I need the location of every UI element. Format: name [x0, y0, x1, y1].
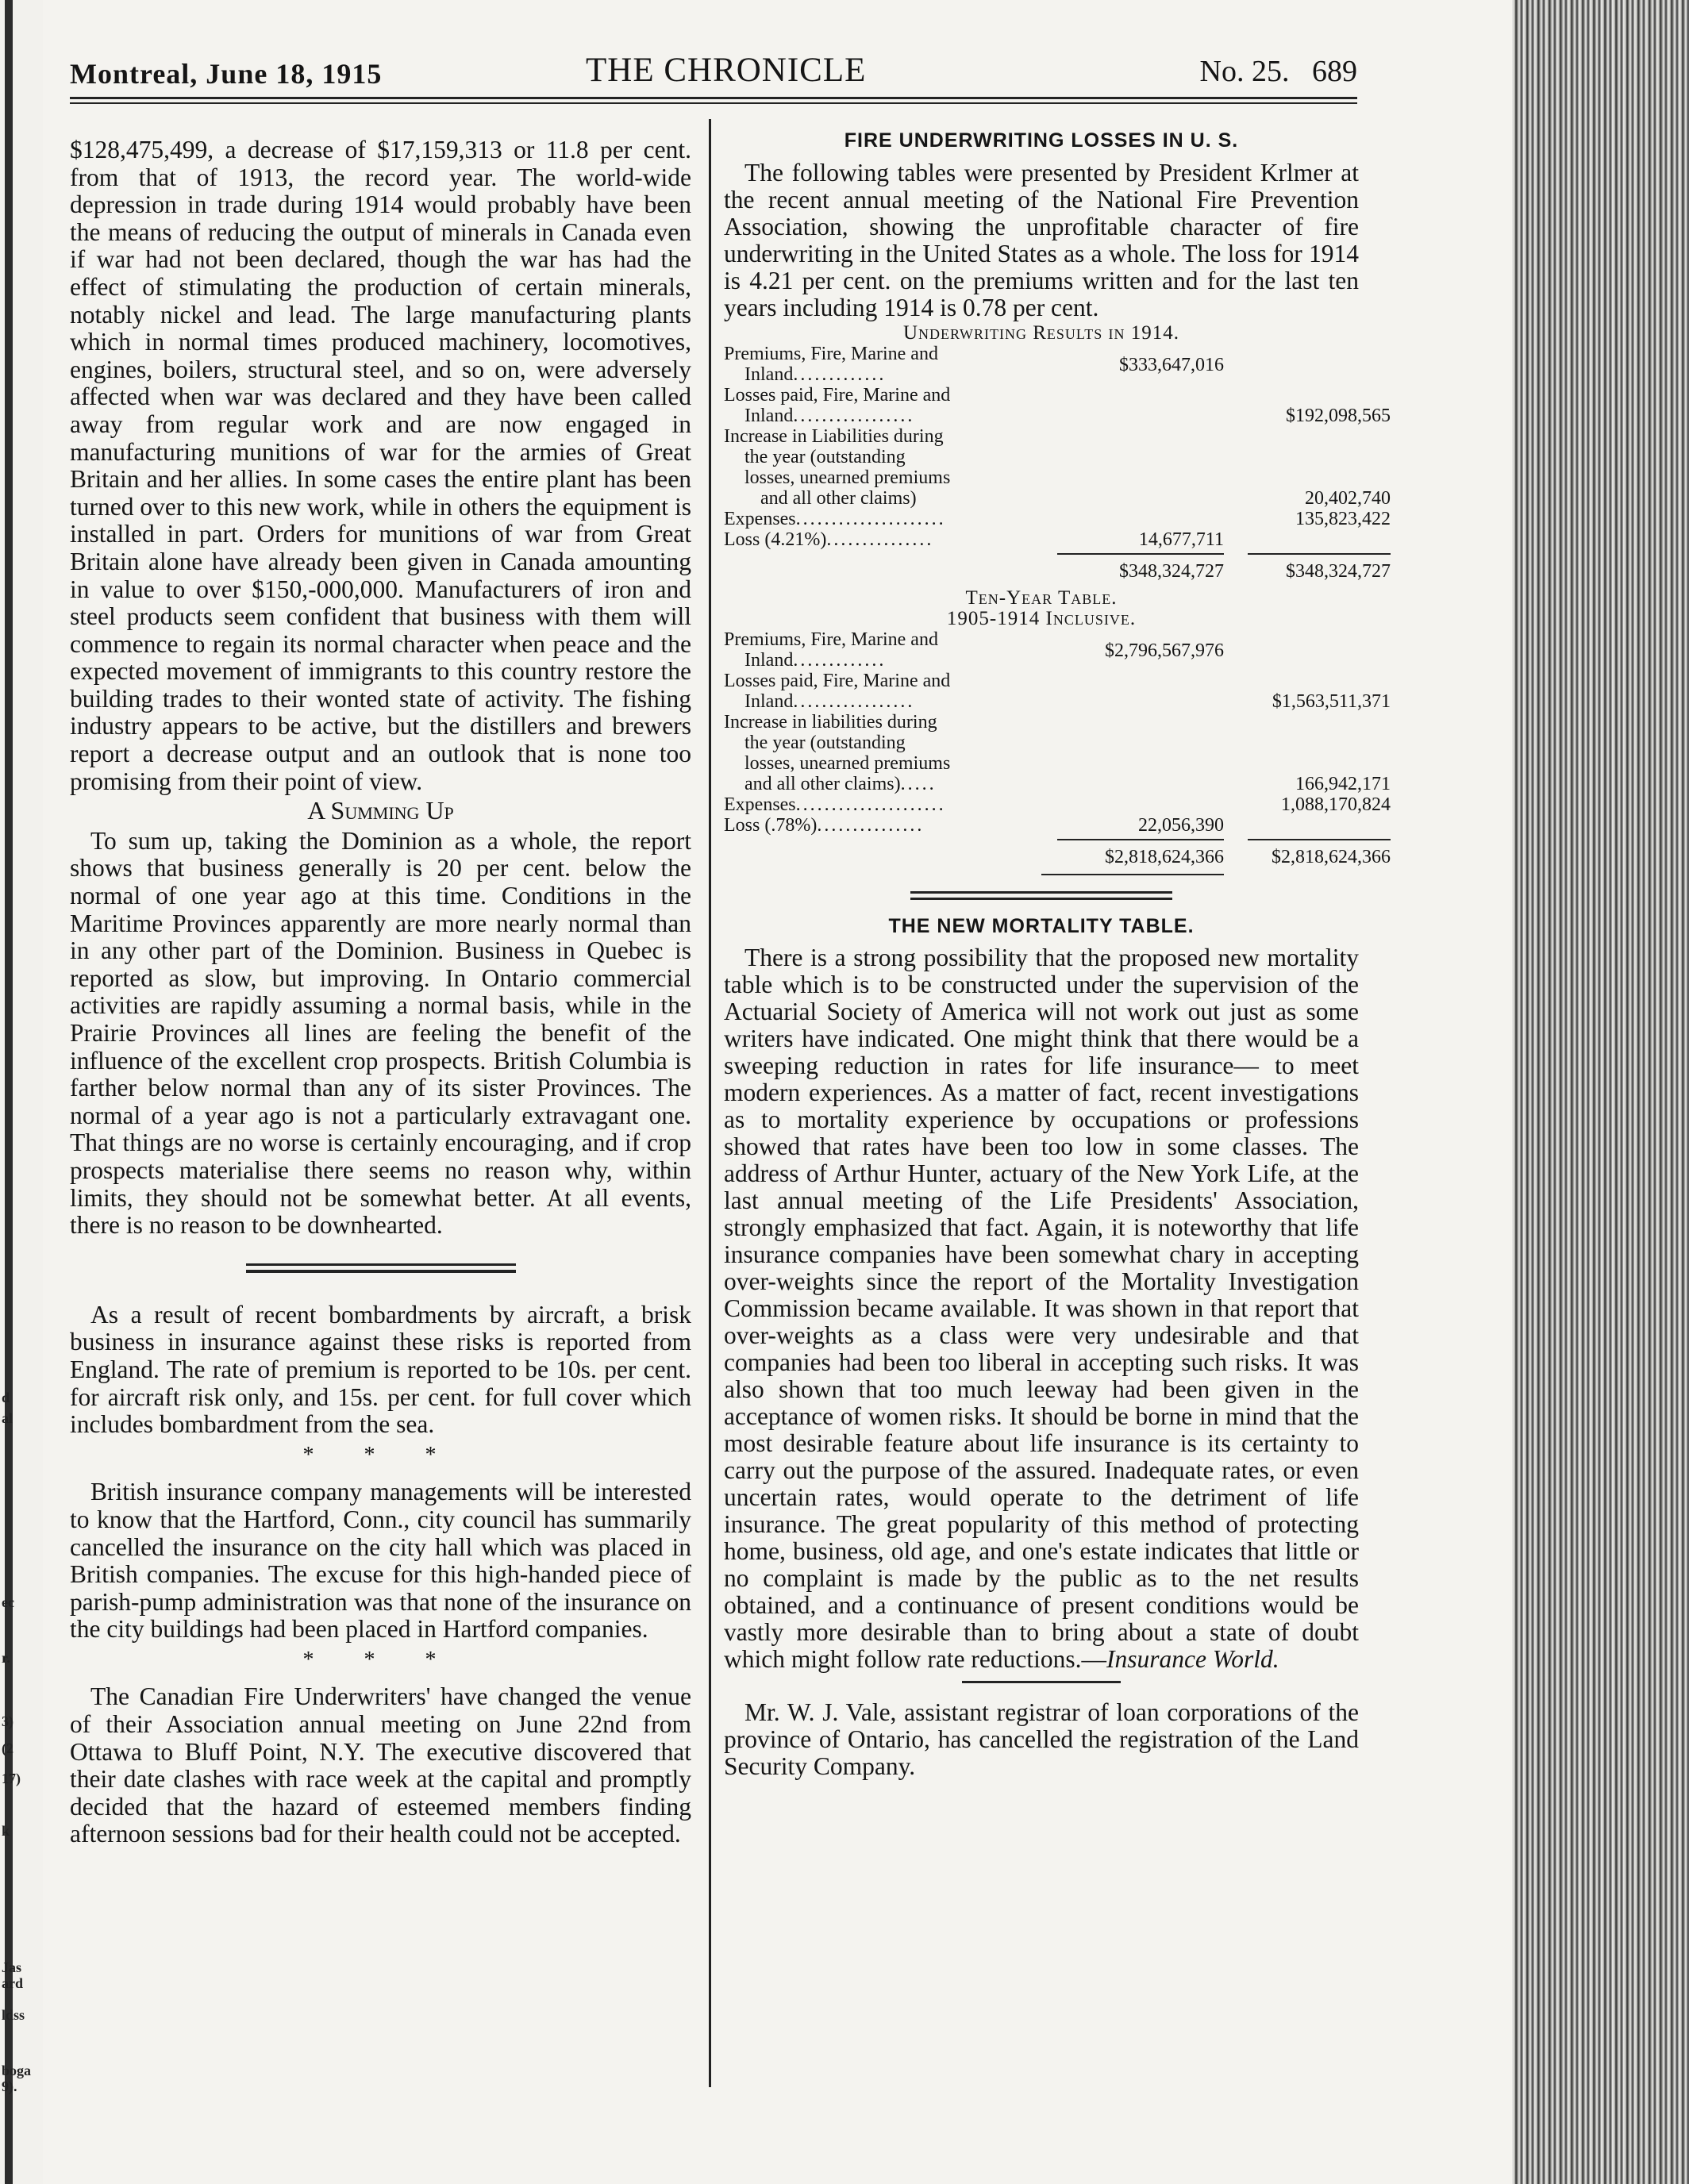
- news-item: British insurance company managements will be interested to know that the Hartford, Conn., city council has summarily cancelled the insurance on the city hall which was placed in British companies. The excuse for this high-handed piece of parish-pump administration was that none of the insurance on the city buildings had been placed in Hartford companies.: [70, 1478, 691, 1644]
- issue-page-number: No. 25. 689: [1199, 55, 1357, 88]
- table-row-label: the year (outstanding: [744, 446, 906, 467]
- book-binding-edge: [1512, 0, 1689, 2184]
- ten-year-table: Ten-Year Table. 1905-1914 Inclusive. Premiums, Fire, Marine and Inland............. $2,796,567,976 Losses paid, Fire, Marine and Inland................. $1,563,511,371 Increase in liabilities during the year (outstanding losses, unearned premiums and all other claims)..... 166,942,171 Expenses..................... 1,088,170,824 Loss (.78%)............... 22,056,390 $2,818,624,366 $2,818,624,366: [724, 588, 1359, 883]
- table-caption: Ten-Year Table.: [965, 586, 1118, 609]
- table-row-label: Increase in Liabilities during: [724, 425, 944, 447]
- margin-fragment: 9).: [2, 2078, 17, 2094]
- table-value: 1,088,170,824: [1281, 794, 1391, 815]
- margin-fragment: d: [2, 1390, 10, 1405]
- table-value: 20,402,740: [1305, 487, 1391, 509]
- right-column: [724, 127, 1391, 1781]
- table-caption: 1905-1914 Inclusive.: [946, 607, 1137, 629]
- table-row-label: and all other claims): [760, 487, 917, 509]
- table-row-label: Loss (4.21%): [724, 529, 827, 550]
- news-item: The Canadian Fire Underwriters' have changed the venue of their Association annual meeting on June 22nd from Ottawa to Bluff Point, N.Y. The executive discovered that their date clashes with race week at the capital and promptly decided that the hazard of esteemed members finding afternoon sessions bad for their health could not be accepted.: [70, 1682, 691, 1848]
- article-paragraph: [724, 944, 1359, 1673]
- table-row-label: Inland: [744, 363, 794, 385]
- margin-fragment: al: [2, 1410, 13, 1426]
- table-total: $348,324,727: [1119, 560, 1224, 582]
- table-row-label: Premiums, Fire, Marine and: [724, 629, 938, 650]
- margin-fragment: (2: [2, 1740, 13, 1756]
- left-column: [70, 136, 691, 1848]
- table-value: 135,823,422: [1295, 508, 1391, 529]
- margin-fragment: boga: [2, 2063, 32, 2078]
- star-divider: * * *: [302, 1647, 459, 1672]
- source-credit: Insurance World.: [1106, 1645, 1279, 1674]
- header-dateline: Montreal, June 18, 1915: [70, 58, 383, 90]
- article-title: THE NEW MORTALITY TABLE.: [888, 914, 1195, 937]
- margin-fragment: 3): [2, 1713, 13, 1729]
- table-value: $333,647,016: [1119, 354, 1224, 375]
- table-value: 166,942,171: [1295, 773, 1391, 794]
- news-item: As a result of recent bombardments by aircraft, a brisk business in insurance against these risks is reported from England. The rate of premium is reported to be 10s. per cent. for aircraft risk only, and 15s. per cent. for full cover which includes bombardment from the sea.: [70, 1300, 691, 1439]
- underwriting-results-table: Underwriting Results in 1914. Premiums, Fire, Marine and Inland............. $333,647,016 Losses paid, Fire, Marine and Inland................. $192,098,565 Increase in Liabilities during the year (outstanding losses, unearned premiums and all other claims) 20,402,740 Expenses..................... 135,823,422 Loss (4.21%)............... 14,677,711 $348,324,727 $348,324,727: [724, 321, 1391, 582]
- header-rule: [70, 97, 1357, 99]
- table-row-label: Expenses: [724, 794, 796, 815]
- table-row-label: Inland: [744, 405, 794, 426]
- masthead-title: THE CHRONICLE: [586, 52, 867, 89]
- table-row-label: Premiums, Fire, Marine and: [724, 343, 938, 364]
- margin-fragment: ldss: [2, 2007, 25, 2023]
- table-row-label: Loss (.78%): [724, 814, 818, 836]
- article-intro: The following tables were presented by President Krlmer at the recent annual meeting of the National Fire Prevention Association, showing the unprofitable character of fire underwriting in the United States as a whole. The loss for 1914 is 4.21 per cent. on the premiums written and for the last ten years including 1914 is 0.78 per cent.: [724, 158, 1359, 321]
- margin-fragment: ard: [2, 1975, 23, 1991]
- short-separator: [962, 1681, 1121, 1683]
- adjacent-page-edge: [0, 0, 43, 2184]
- table-row-label: Inland: [744, 649, 794, 671]
- table-row-label: Expenses: [724, 508, 796, 529]
- table-value: 22,056,390: [1138, 814, 1224, 836]
- column-divider: [709, 119, 711, 2087]
- table-value: $192,098,565: [1286, 405, 1391, 426]
- news-item: Mr. W. J. Vale, assistant registrar of loan corporations of the province of Ontario, has cancelled the registration of the Land Security Company.: [724, 1698, 1359, 1781]
- table-caption: Underwriting Results in 1914.: [902, 321, 1180, 344]
- star-divider: * * *: [302, 1442, 459, 1467]
- margin-fragment: k: [2, 1823, 10, 1839]
- table-row-label: Increase in liabilities during: [724, 711, 937, 732]
- article-paragraph: To sum up, taking the Dominion as a whole, the report shows that business generally is 20 per cent. below the normal of one year ago at this time. Conditions in the Maritime Provinces apparently are more nearly normal than in any other part of the Dominion. Business in Quebec is reported as slow, but improving. In Ontario commercial activities are rapidly assuming a normal basis, while in the Prairie Provinces all lines are feeling the benefit of the influence of the excellent crop prospects. British Columbia is farther below normal than any of its sister Provinces. The normal of a year ago is not a particularly extravagant one. That things are no worse is certainly encouraging, and if crop prospects materialise there seems no reason why, within limits, they should not be somewhat better. At all events, there is no reason to be downhearted.: [70, 826, 691, 1240]
- section-separator: [246, 1263, 516, 1273]
- article-paragraph: $128,475,499, a decrease of $17,159,313 or 11.8 per cent. from that of 1913, the record year. The world-wide depression in trade during 1914 would probably have been the means of reducing the output of minerals in Canada even if war had not been declared, though the war has had the effect of stimulating the production of certain minerals, notably nickel and lead. The large manufacturing plants which in normal times produced machinery, locomotives, engines, boilers, structural steel, and so on, were adversely affected when war was declared and they have been called away from regular work and are now engaged in manufacturing munitions of war for the armies of Great Britain and her allies. In some cases the entire plant has been turned over to this new work, while in others the equipment is installed in part. Orders for munitions of war from Great Britain alone have already been given in Canada amounting in value to over $150,-000,000. Manufacturers of iron and steel products seem confident that business with them will commence to regain its normal character when peace and the expected movement of immigrants to this country restore the building trades to their wonted state of activity. The fishing industry appears to be active, but the distillers and brewers report a decrease output and an outlook that is none too promising from their point of view.: [70, 136, 691, 795]
- table-row-label: losses, unearned premiums: [744, 467, 951, 488]
- margin-fragment: Jas: [2, 1959, 22, 1975]
- table-total: $2,818,624,366: [1272, 846, 1391, 867]
- table-value: $1,563,511,371: [1272, 690, 1391, 712]
- margin-fragment: 17): [2, 1771, 21, 1786]
- page-header: [70, 48, 1357, 95]
- table-row-label: Losses paid, Fire, Marine and: [724, 670, 951, 691]
- table-value: 14,677,711: [1138, 529, 1224, 550]
- table-row-label: the year (outstanding: [744, 732, 906, 753]
- table-row-label: and all other claims): [744, 773, 901, 794]
- section-separator: [910, 891, 1172, 900]
- table-value: $2,796,567,976: [1105, 640, 1224, 661]
- table-row-label: Losses paid, Fire, Marine and: [724, 384, 951, 406]
- article-title: FIRE UNDERWRITING LOSSES IN U. S.: [844, 129, 1239, 152]
- margin-fragment: ec: [2, 1594, 14, 1610]
- section-subhead: A Summing Up: [307, 796, 454, 825]
- table-total: $348,324,727: [1286, 560, 1391, 582]
- margin-fragment: r.: [2, 1650, 10, 1666]
- mortality-text: There is a strong possibility that the proposed new mortality table which is to be constructed under the supervision of the Actuarial Society of America will not work out just as some writers have indicated. One might think that there would be a sweeping reduction in rates for life insurance— to meet modern experiences. As a matter of fact, recent investigations as to mortality experience by occupations or professions showed that rates have been too low in some classes. The address of Arthur Hunter, actuary of the New York Life, at the last annual meeting of the Life Presidents' Association, strongly emphasized that fact. Again, it is noteworthy that life insurance companies have been somewhat chary in accepting over-weights since the report of the Mortality Investigation Commission became available. It was shown in that report that over-weights as a class were very undesirable and that companies had been too liberal in accepting such risks. It was also shown that too much leeway had been given in the acceptance of women risks. It should be borne in mind that the most desirable feature about life insurance is its certainty to carry out the purpose of the assured. Inadequate rates, or even uncertain rates, would operate to the detriment of life insurance. The great popularity of this method of protecting home, business, old age, and one's estate indicates that little or no complaint is made by the public as to the net results obtained, and a continuance of present conditions would be vastly more desirable than to bring about a state of doubt which might follow rate reductions.—: [724, 944, 1359, 1674]
- table-row-label: Inland: [744, 690, 794, 712]
- table-row-label: losses, unearned premiums: [744, 752, 951, 774]
- header-rule: [70, 102, 1357, 104]
- table-total: $2,818,624,366: [1105, 846, 1224, 867]
